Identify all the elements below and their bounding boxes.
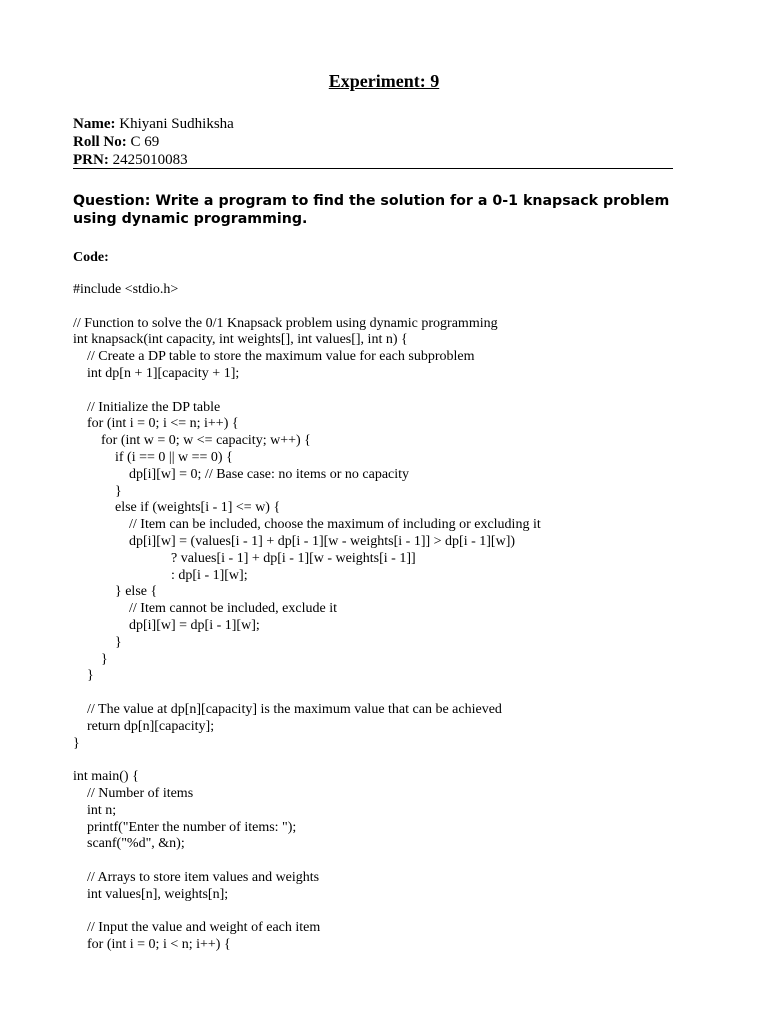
code-line: for (int i = 0; i <= n; i++) {: [73, 416, 239, 432]
code-line: }: [73, 668, 94, 684]
code-line: [73, 853, 541, 870]
code-line: // The value at dp[n][capacity] is the maximum value that can be achieved: [73, 701, 502, 717]
info-row-name: [73, 115, 234, 133]
code-line: ? values[i - 1] + dp[i - 1][w - weights[i - 1]]: [73, 550, 416, 566]
code-line: // Arrays to store item values and weights: [73, 869, 320, 885]
code-line: // Function to solve the 0/1 Knapsack problem using dynamic programming: [73, 315, 498, 331]
info-label: Name:: [73, 116, 116, 132]
code-line: // Item cannot be included, exclude it: [73, 601, 337, 617]
code-label: Code:: [73, 250, 109, 265]
code-line: }: [73, 735, 80, 751]
info-value: Khiyani Sudhiksha: [119, 116, 234, 132]
document-title: Experiment: 9: [328, 71, 440, 91]
horizontal-rule: [73, 168, 673, 169]
info-row-roll: [73, 133, 234, 151]
code-line: // Create a DP table to store the maximum value for each subproblem: [73, 349, 475, 365]
code-line: }: [73, 483, 122, 499]
info-value: 2425010083: [112, 152, 188, 168]
code-line: int knapsack(int capacity, int weights[], int values[], int n) {: [73, 332, 408, 348]
info-row-prn: [73, 151, 234, 169]
info-label: Roll No:: [73, 134, 127, 150]
code-line: for (int w = 0; w <= capacity; w++) {: [73, 433, 311, 449]
code-line: return dp[n][capacity];: [73, 718, 215, 734]
code-line: dp[i][w] = dp[i - 1][w];: [73, 617, 260, 633]
code-line: [73, 685, 541, 702]
code-line: }: [73, 651, 108, 667]
code-line: [73, 752, 541, 769]
code-block: [73, 282, 541, 954]
code-line: // Initialize the DP table: [73, 399, 221, 415]
code-line: [73, 383, 541, 400]
code-line: // Number of items: [73, 785, 194, 801]
info-label: PRN:: [73, 152, 109, 168]
code-line: printf("Enter the number of items: ");: [73, 819, 297, 835]
code-line: dp[i][w] = 0; // Base case: no items or no capacity: [73, 466, 410, 482]
info-value: C 69: [130, 134, 160, 150]
code-line: if (i == 0 || w == 0) {: [73, 449, 233, 465]
code-line: int main() {: [73, 769, 139, 785]
code-line: else if (weights[i - 1] <= w) {: [73, 500, 281, 516]
code-line: // Item can be included, choose the maximum of including or excluding it: [73, 517, 541, 533]
code-line: : dp[i - 1][w];: [73, 567, 248, 583]
code-line: dp[i][w] = (values[i - 1] + dp[i - 1][w - weights[i - 1]] > dp[i - 1][w]): [73, 533, 516, 549]
student-info: [73, 115, 234, 169]
code-line: }: [73, 634, 122, 650]
code-line: [73, 903, 541, 920]
code-line: // Input the value and weight of each item: [73, 920, 321, 936]
code-line: [73, 299, 541, 316]
code-line: scanf("%d", &n);: [73, 836, 185, 852]
question-text: Question: Write a program to find the solution for a 0-1 knapsack problem using dynamic programming.: [73, 193, 670, 227]
code-line: int dp[n + 1][capacity + 1];: [73, 365, 240, 381]
code-line: #include <stdio.h>: [73, 282, 179, 297]
code-line: } else {: [73, 584, 158, 600]
code-line: int n;: [73, 802, 117, 818]
code-line: for (int i = 0; i < n; i++) {: [73, 937, 231, 953]
code-line: int values[n], weights[n];: [73, 886, 229, 902]
